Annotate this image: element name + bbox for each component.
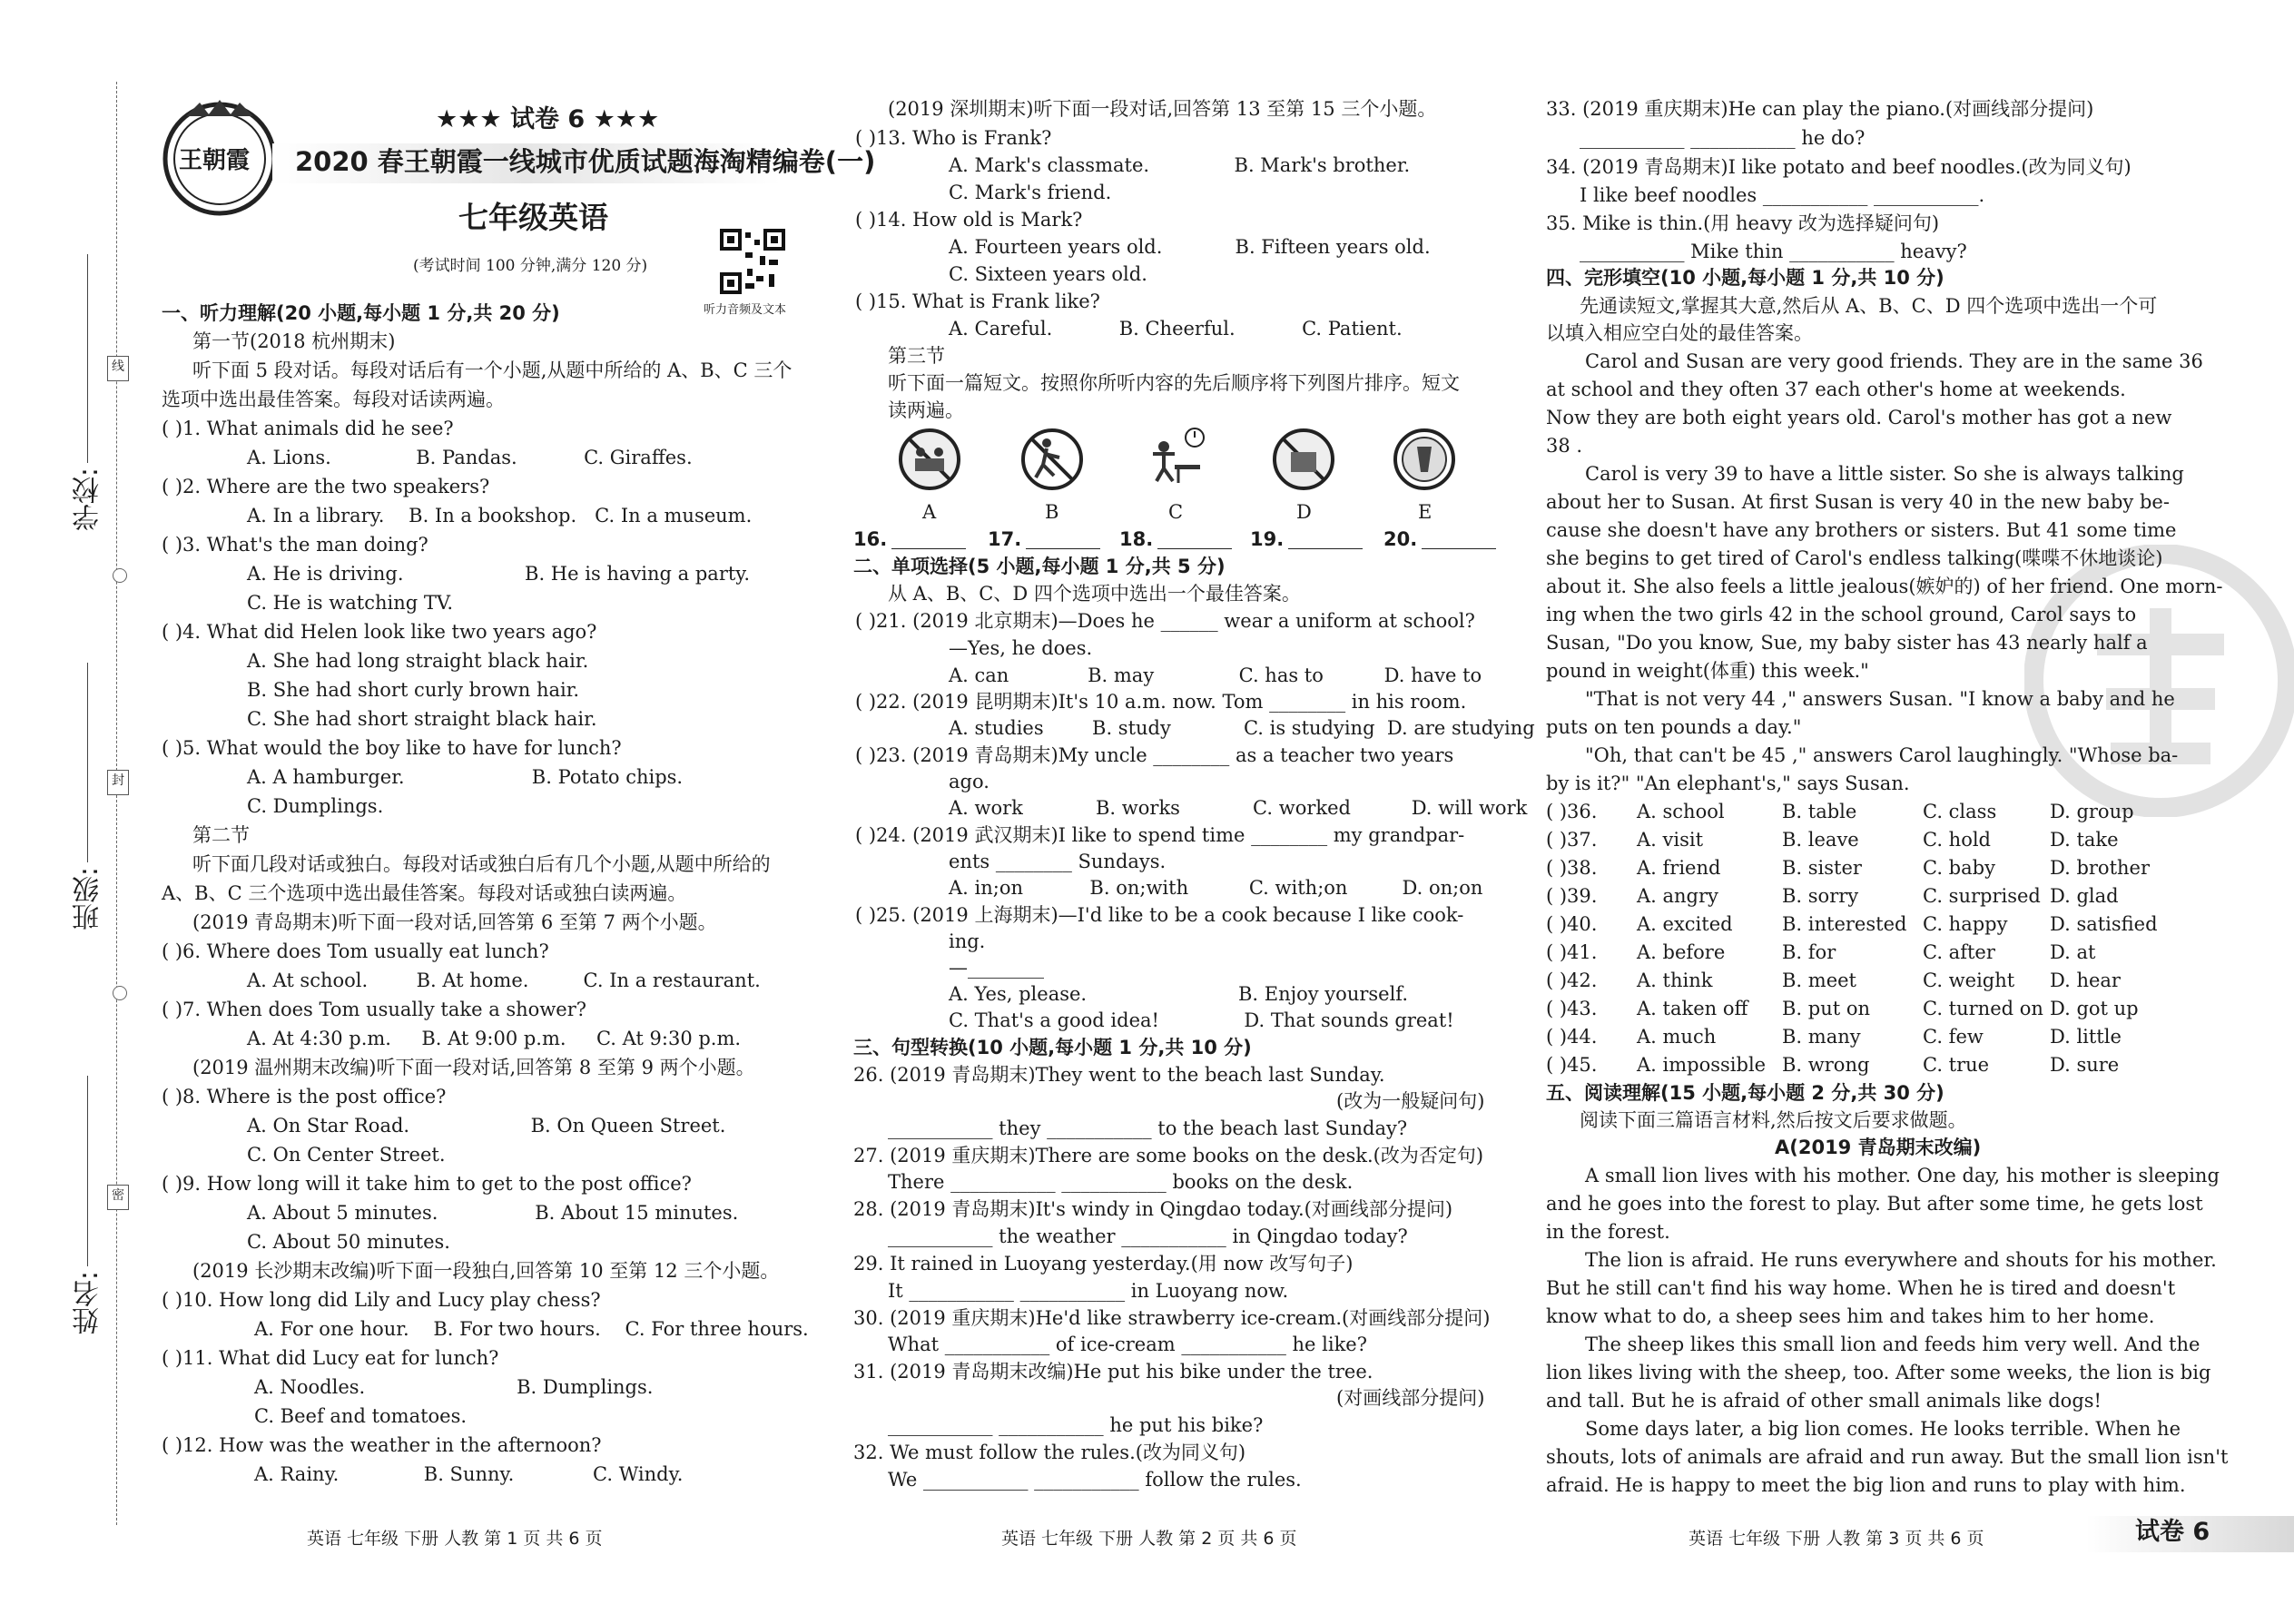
question-11: ( )11. What did Lucy eat for lunch?	[162, 1347, 499, 1369]
class-line	[87, 663, 88, 862]
passage-line: know what to do, a sheep sees him and takes him to her home.	[1546, 1305, 2155, 1327]
question-25-reply: —________	[949, 957, 1044, 979]
question-3: ( )3. What's the man doing?	[162, 534, 428, 556]
binding-margin	[0, 0, 154, 1624]
question-26: 26. (2019 青岛期末)They went to the beach last Sunday.	[853, 1064, 1385, 1086]
no-running-sign-icon	[1019, 427, 1085, 492]
cloze-line: Susan, "Do you know, Sue, my baby sister has 43 nearly half a	[1546, 632, 2148, 654]
answer-blank-17[interactable]	[1026, 548, 1100, 549]
instruction-text: 听下面 5 段对话。每段对话后有一个小题,从题中所给的 A、B、C 三个	[192, 359, 793, 381]
question-31: 31. (2019 青岛期末改编)He put his bike under the tree.	[853, 1361, 1373, 1383]
cloze-option-row: ( )44. A. much B. many C. few D. little	[1546, 1026, 2122, 1048]
cloze-line: "Oh, that can't be 45 ," answers Carol laughingly. "Whose ba-	[1585, 744, 2179, 766]
question-13: ( )13. Who is Frank?	[855, 127, 1052, 149]
options-2: A. In a library. B. In a bookshop. C. In a museum.	[247, 505, 753, 527]
school-label: 学校:	[73, 468, 104, 532]
question-12: ( )12. How was the weather in the afternoon?	[162, 1434, 602, 1456]
passage-intro: (2019 青岛期末)听下面一段对话,回答第 6 至第 7 两个小题。	[192, 911, 717, 933]
instruction-text: 阅读下面三篇语言材料,然后按文后要求做题。	[1580, 1109, 1967, 1131]
class-label: 班级:	[73, 867, 104, 931]
section-heading: 一、听力理解(20 小题,每小题 1 分,共 20 分)	[162, 302, 560, 324]
page-footer: 英语 七年级 下册 人教 第 1 页 共 6 页	[307, 1529, 603, 1549]
instruction-text: A、B、C 三个选项中选出最佳答案。每段对话或独白读两遍。	[162, 882, 687, 904]
page-footer: 英语 七年级 下册 人教 第 2 页 共 6 页	[1001, 1529, 1297, 1549]
cloze-option-row: ( )43. A. taken off B. put on C. turned on D. got up	[1546, 998, 2139, 1019]
question-32: 32. We must follow the rules.(改为同义句)	[853, 1442, 1246, 1463]
option-5c: C. Dumplings.	[247, 795, 384, 817]
question-31-blanks[interactable]: ___________ ___________ he put his bike?	[888, 1414, 1264, 1436]
cloze-option-row: ( )42. A. think B. meet C. weight D. hear	[1546, 969, 2121, 991]
passage-intro: (2019 长沙期末改编)听下面一段独白,回答第 10 至第 12 三个小题。	[192, 1260, 780, 1282]
cloze-option-row: ( )40. A. excited B. interested C. happy D. satisfied	[1546, 913, 2158, 935]
answer-label-19: 19.	[1250, 528, 1285, 550]
question-4: ( )4. What did Helen look like two years ago?	[162, 621, 597, 643]
subsection-heading: 第一节(2018 杭州期末)	[192, 330, 396, 352]
options-12: A. Rainy. B. Sunny. C. Windy.	[254, 1463, 684, 1485]
subject-title: 七年级英语	[458, 200, 608, 235]
option-9c: C. About 50 minutes.	[247, 1231, 450, 1253]
passage-line: afraid. He is happy to meet the big lion and runs to play with him.	[1546, 1474, 2186, 1496]
question-34: 34. (2019 青岛期末)I like potato and beef noodles.(改为同义句)	[1546, 156, 2132, 178]
options-22: A. studies B. study C. is studying D. are studying	[949, 717, 1535, 739]
option-8c: C. On Center Street.	[247, 1144, 446, 1166]
section-heading: 三、句型转换(10 小题,每小题 1 分,共 10 分)	[853, 1037, 1252, 1058]
cloze-option-row: ( )36. A. school B. table C. class D. group	[1546, 801, 2134, 822]
question-26-instruction: (改为一般疑问句)	[1336, 1090, 1485, 1112]
picture-label-c: C	[1168, 501, 1184, 523]
page-footer: 英语 七年级 下册 人教 第 3 页 共 6 页	[1689, 1529, 1984, 1549]
options-3c: C. He is watching TV.	[247, 592, 454, 614]
name-label: 姓名:	[73, 1271, 104, 1335]
passage-line: shouts, lots of animals are afraid and run away. But the small lion isn't	[1546, 1446, 2229, 1468]
cloze-line: she begins to get tired of Carol's endless talking(喋喋不休地谈论)	[1546, 547, 2163, 569]
options-25a: A. Yes, please. B. Enjoy yourself.	[949, 983, 1408, 1005]
qr-caption: 听力音频及文本	[704, 303, 787, 317]
question-31-instruction: (对画线部分提问)	[1336, 1387, 1485, 1409]
school-line	[87, 254, 88, 463]
subsection-heading: 第二节	[192, 824, 250, 846]
options-24: A. in;on B. on;with C. with;on D. on;on	[949, 877, 1483, 899]
options-7: A. At 4:30 p.m. B. At 9:00 p.m. C. At 9:30 p.m.	[247, 1028, 742, 1049]
question-33-blanks[interactable]: ___________ ___________ he do?	[1580, 127, 1866, 149]
picture-label-e: E	[1418, 501, 1433, 523]
question-29-blanks[interactable]: It ___________ ___________ in Luoyang now.	[888, 1280, 1289, 1302]
passage-line: and he goes into the forest to play. But after some time, he gets lost	[1546, 1193, 2203, 1215]
question-26-blanks[interactable]: ___________ they ___________ to the beach last Sunday?	[888, 1117, 1408, 1139]
passage-line: and tall. But he is afraid of other small animals like dogs!	[1546, 1390, 2102, 1412]
option-4b: B. She had short curly brown hair.	[247, 679, 580, 701]
options-23: A. work B. works C. worked D. will work	[949, 797, 1528, 819]
cloze-option-row: ( )38. A. friend B. sister C. baby D. brother	[1546, 857, 2150, 879]
question-27-blanks[interactable]: There ___________ ___________ books on the desk.	[888, 1171, 1354, 1193]
question-7: ( )7. When does Tom usually take a shower?	[162, 999, 587, 1020]
question-25: ( )25. (2019 上海期末)—I'd like to be a cook because I like cook-	[855, 904, 1464, 926]
answer-blank-20[interactable]	[1422, 548, 1496, 549]
seal-mark-seal: 封	[107, 770, 129, 795]
question-2: ( )2. Where are the two speakers?	[162, 476, 490, 497]
subsection-heading: 第三节	[888, 345, 945, 367]
seal-mark-line: 线	[107, 356, 129, 381]
cloze-line: 38 .	[1546, 435, 1583, 457]
cloze-line: by is it?" "An elephant's," says Susan.	[1546, 773, 1910, 794]
option-13c: C. Mark's friend.	[949, 182, 1112, 203]
footer-badge: 试卷 6	[2135, 1518, 2210, 1546]
cloze-line: about it. She also feels a little jealous(嫉妒的) of her friend. One morn-	[1546, 576, 2223, 597]
cloze-line: Carol is very 39 to have a little sister. So she is always talking	[1585, 463, 2184, 485]
options-3: A. He is driving. B. He is having a party.	[247, 563, 751, 585]
question-24: ( )24. (2019 武汉期末)I like to spend time ________ my grandpar-	[855, 824, 1465, 846]
picture-label-d: D	[1296, 501, 1312, 523]
cloze-option-row: ( )37. A. visit B. leave C. hold D. take	[1546, 829, 2119, 851]
answer-label-17: 17.	[988, 528, 1022, 550]
cut-line	[116, 82, 117, 1525]
question-27: 27. (2019 重庆期末)There are some books on the desk.(改为否定句)	[853, 1145, 1484, 1166]
question-24-cont: ents ________ Sundays.	[949, 851, 1167, 872]
cloze-line: ing when the two girls 42 in the school ground, Carol says to	[1546, 604, 2137, 625]
instruction-text: 读两遍。	[888, 399, 964, 421]
option-14c: C. Sixteen years old.	[949, 263, 1147, 285]
instruction-text: 选项中选出最佳答案。每段对话读两遍。	[162, 389, 505, 410]
cloze-line: pound in weight(体重) this week."	[1546, 660, 1869, 682]
paper-badge: ★★★ 试卷 6 ★★★	[436, 105, 660, 133]
cloze-line: puts on ten pounds a day."	[1546, 716, 1802, 738]
question-22: ( )22. (2019 昆明期末)It's 10 a.m. now. Tom ________ in his room.	[855, 691, 1467, 713]
section-heading: 四、完形填空(10 小题,每小题 1 分,共 10 分)	[1546, 267, 1944, 289]
passage-line: Some days later, a big lion comes. He looks terrible. When he	[1585, 1418, 2181, 1440]
question-28-blanks[interactable]: ___________ the weather ___________ in Qingdao today?	[888, 1225, 1408, 1247]
no-fighting-sign-icon	[897, 427, 962, 492]
options-1: A. Lions. B. Pandas. C. Giraffes.	[247, 447, 693, 468]
question-33: 33. (2019 重庆期末)He can play the piano.(对画线部分提问)	[1546, 98, 2094, 120]
question-30-blanks[interactable]: What ___________ of ice-cream ___________ he like?	[888, 1334, 1367, 1355]
options-11: A. Noodles. B. Dumplings.	[254, 1376, 654, 1398]
answer-label-20: 20.	[1383, 528, 1418, 550]
instruction-text: 以填入相应空白处的最佳答案。	[1546, 322, 1813, 344]
options-13: A. Mark's classmate. B. Mark's brother.	[949, 154, 1411, 176]
question-35-blanks[interactable]: ___________ Mike thin ___________ heavy?	[1580, 241, 1967, 262]
cloze-option-row: ( )45. A. impossible B. wrong C. true D. sure	[1546, 1054, 2120, 1076]
question-15: ( )15. What is Frank like?	[855, 290, 1100, 312]
cloze-line: Carol and Susan are very good friends. They are in the same 36	[1585, 350, 2203, 372]
options-25b: C. That's a good idea! D. That sounds great!	[949, 1009, 1454, 1031]
cloze-line: Now they are both eight years old. Carol's mother has got a new	[1546, 407, 2172, 428]
picture-label-a: A	[922, 501, 937, 523]
question-29: 29. It rained in Luoyang yesterday.(用 now 改写句子)	[853, 1253, 1354, 1275]
answer-blank-19[interactable]	[1288, 548, 1363, 549]
cloze-line: "That is not very 44 ," answers Susan. "I know a baby and he	[1585, 688, 2175, 710]
passage-line: lion likes living with the sheep, too. After some weeks, the lion is big	[1546, 1362, 2211, 1383]
logo-text: 王朝霞	[179, 147, 251, 174]
cloze-option-row: ( )41. A. before B. for C. after D. at	[1546, 941, 2096, 963]
question-9: ( )9. How long will it take him to get to the post office?	[162, 1173, 692, 1195]
no-eating-sign-icon	[1271, 427, 1336, 492]
passage-title: A(2019 青岛期末改编)	[1775, 1137, 1982, 1158]
exam-info: (考试时间 100 分钟,满分 120 分)	[413, 257, 648, 275]
question-6: ( )6. Where does Tom usually eat lunch?	[162, 940, 549, 962]
picture-label-b: B	[1045, 501, 1059, 523]
question-25-cont: ing.	[949, 930, 986, 952]
section-heading: 二、单项选择(5 小题,每小题 1 分,共 5 分)	[853, 556, 1226, 577]
answer-blank-18[interactable]	[1157, 548, 1232, 549]
series-title: 2020 春王朝霞一线城市优质试题海淘精编卷(一)	[295, 146, 876, 177]
option-11c: C. Beef and tomatoes.	[254, 1405, 468, 1427]
question-21-reply: —Yes, he does.	[949, 637, 1093, 659]
question-35: 35. Mike is thin.(用 heavy 改为选择疑问句)	[1546, 212, 1940, 234]
cloze-line: at school and they often 37 each other's home at weekends.	[1546, 379, 2126, 400]
options-6: A. At school. B. At home. C. In a restaurant.	[247, 969, 761, 991]
cloze-line: cause she doesn't have any brothers or sisters. But 41 some time	[1546, 519, 2177, 541]
question-28: 28. (2019 青岛期末)It's windy in Qingdao today.(对画线部分提问)	[853, 1198, 1453, 1220]
options-14: A. Fourteen years old. B. Fifteen years old.	[949, 236, 1431, 258]
instruction-text: 先通读短文,掌握其大意,然后从 A、B、C、D 四个选项中选出一个可	[1580, 295, 2158, 317]
instruction-text: 听下面几段对话或独白。每段对话或独白后有几个小题,从题中所给的	[192, 853, 771, 875]
answer-label-18: 18.	[1119, 528, 1154, 550]
question-32-blanks[interactable]: We ___________ ___________ follow the rules.	[888, 1469, 1302, 1491]
passage-line: But he still can't find his way home. When he is tired and doesn't	[1546, 1277, 2176, 1299]
section-heading: 五、阅读理解(15 小题,每小题 2 分,共 30 分)	[1546, 1082, 1944, 1104]
options-21: A. can B. may C. has to D. have to	[949, 664, 1482, 686]
cloze-option-row: ( )39. A. angry B. sorry C. surprised D. glad	[1546, 885, 2119, 907]
passage-line: The sheep likes this small lion and feeds him very well. And the	[1585, 1334, 2200, 1355]
question-1: ( )1. What animals did he see?	[162, 418, 454, 439]
passage-line: A small lion lives with his mother. One day, his mother is sleeping	[1585, 1165, 2220, 1186]
classroom-clock-icon	[1142, 427, 1207, 492]
name-line	[87, 1076, 88, 1266]
punch-hole	[113, 986, 127, 1000]
question-8: ( )8. Where is the post office?	[162, 1086, 447, 1107]
instruction-text: 从 A、B、C、D 四个选项中选出一个最佳答案。	[888, 583, 1301, 605]
question-23: ( )23. (2019 青岛期末)My uncle ________ as a teacher two years	[855, 744, 1454, 766]
passage-intro: (2019 温州期末改编)听下面一段对话,回答第 8 至第 9 两个小题。	[192, 1057, 755, 1078]
options-15: A. Careful. B. Cheerful. C. Patient.	[949, 318, 1403, 340]
question-10: ( )10. How long did Lily and Lucy play chess?	[162, 1289, 601, 1311]
qr-code-icon[interactable]	[720, 229, 785, 294]
option-4c: C. She had short straight black hair.	[247, 708, 597, 730]
punch-hole	[113, 568, 127, 583]
question-5: ( )5. What would the boy like to have for lunch?	[162, 737, 622, 759]
answer-blank-16[interactable]	[891, 548, 966, 549]
question-34-blanks[interactable]: I like beef noodles ___________ ___________.	[1580, 184, 1985, 206]
instruction-text: 听下面一篇短文。按照你所听内容的先后顺序将下列图片排序。短文	[888, 372, 1460, 394]
passage-line: in the forest.	[1546, 1221, 1670, 1243]
options-5: A. A hamburger. B. Potato chips.	[247, 766, 684, 788]
question-14: ( )14. How old is Mark?	[855, 209, 1083, 231]
question-23-cont: ago.	[949, 771, 989, 792]
options-9: A. About 5 minutes. B. About 15 minutes.	[247, 1202, 739, 1224]
options-8: A. On Star Road. B. On Queen Street.	[247, 1115, 726, 1137]
question-21: ( )21. (2019 北京期末)—Does he ______ wear a uniform at school?	[855, 610, 1475, 632]
answer-label-16: 16.	[853, 528, 888, 550]
passage-intro: (2019 深圳期末)听下面一段对话,回答第 13 至第 15 三个小题。	[888, 98, 1437, 120]
seal-mark-secret: 密	[107, 1185, 129, 1210]
cloze-line: about her to Susan. At first Susan is very 40 in the new baby be-	[1546, 491, 2170, 513]
options-10: A. For one hour. B. For two hours. C. For three hours.	[254, 1318, 809, 1340]
option-4a: A. She had long straight black hair.	[247, 650, 589, 672]
passage-line: The lion is afraid. He runs everywhere and shouts for his mother.	[1585, 1249, 2217, 1271]
no-littering-sign-icon	[1392, 427, 1457, 492]
question-30: 30. (2019 重庆期末)He'd like strawberry ice-cream.(对画线部分提问)	[853, 1307, 1491, 1329]
